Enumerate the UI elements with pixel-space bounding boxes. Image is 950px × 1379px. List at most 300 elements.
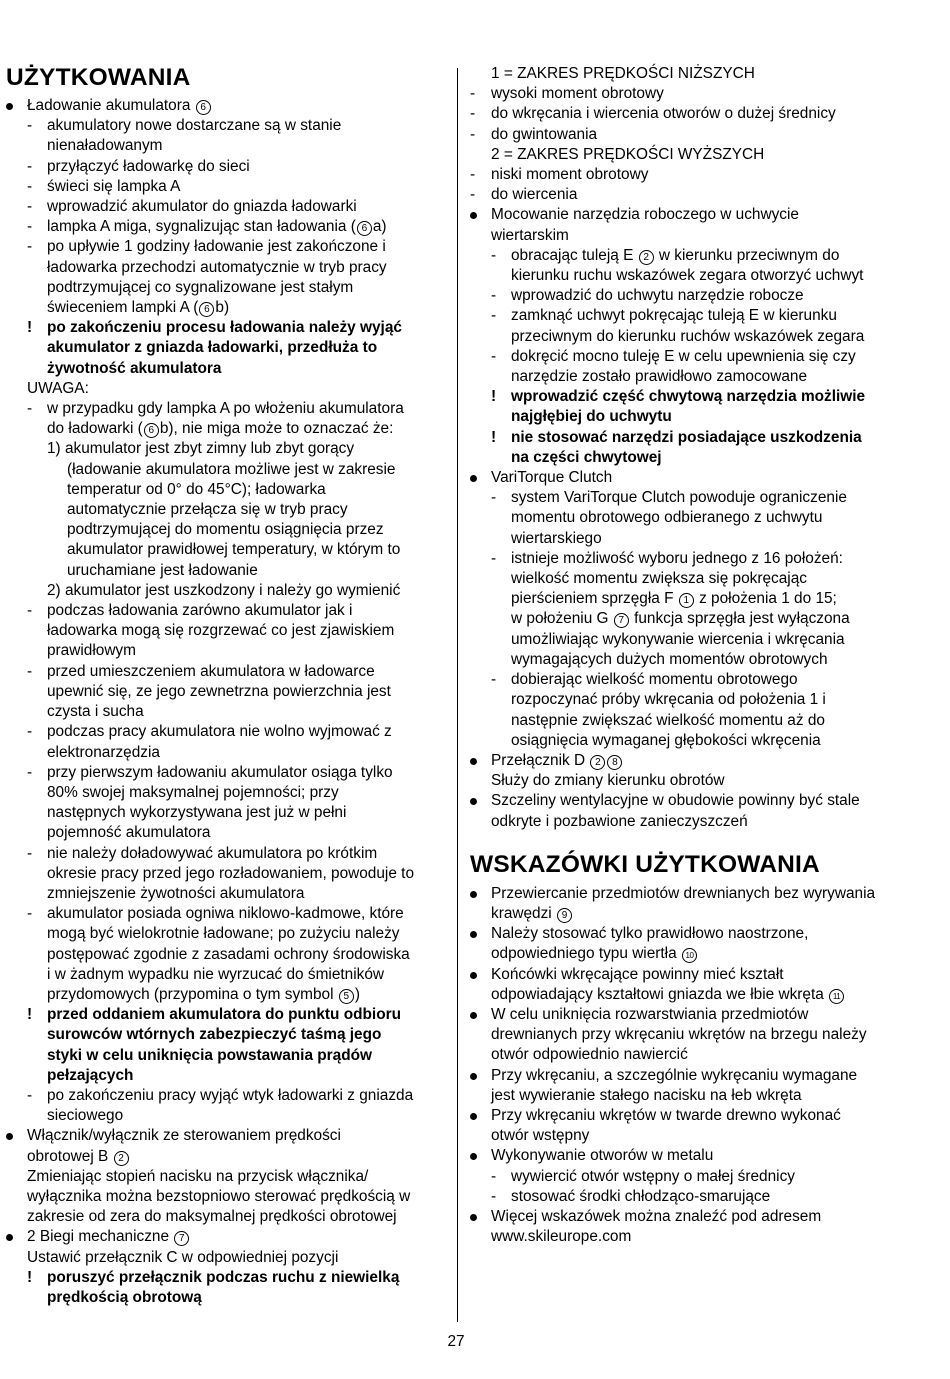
text-line	[470, 944, 910, 964]
line-text: przed umieszczeniem akumulatora w ładowarce	[47, 662, 375, 680]
bullet-icon	[470, 931, 477, 938]
line-text: otwór odpowiednio nawiercić	[491, 1046, 688, 1064]
line-text: Należy stosować tylko prawidłowo naostrzone,	[491, 925, 809, 943]
line-text: Zmieniając stopień nacisku na przycisk włącznika/	[27, 1167, 369, 1185]
line-text: 1 = ZAKRES PRĘDKOŚCI NIŻSZYCH	[491, 65, 755, 82]
text-line	[470, 1106, 910, 1126]
text-line	[470, 812, 910, 832]
text-line	[470, 650, 910, 670]
bullet-icon	[470, 798, 477, 805]
text-line	[470, 306, 910, 326]
line-text: narzędzie zostało prawidłowo zamocowane	[511, 368, 807, 386]
line-text-after: a)	[372, 218, 387, 236]
figure-reference-number: 5	[339, 989, 354, 1004]
dash-marker: -	[27, 723, 33, 741]
line-text: surowców wtórnych zabezpieczyć taśmą jego	[47, 1026, 382, 1044]
line-text: wprowadzić akumulator do gniazda ładowarki	[47, 198, 357, 216]
line-text: prędkością obrotową	[47, 1288, 202, 1306]
line-text: wiertarskiego	[511, 529, 602, 547]
line-text: krawędzi	[491, 904, 557, 922]
text-line	[6, 1207, 446, 1227]
text-line	[6, 439, 446, 459]
dash-marker: -	[470, 85, 476, 103]
line-text: następnie zwiększać wielkość momentu aż do	[511, 711, 825, 729]
warning-text-line	[470, 387, 910, 407]
text-line	[470, 630, 910, 650]
text-line	[6, 844, 446, 864]
line-text: wymagających dużych momentów obrotowych	[511, 650, 828, 668]
dash-marker: -	[491, 307, 497, 325]
line-text: Szczeliny wentylacyjne w obudowie powinny być stale	[491, 792, 860, 810]
text-line	[6, 581, 446, 601]
figure-reference-number: 6	[144, 423, 159, 438]
dash-marker: -	[491, 287, 497, 305]
line-text-after: w kierunku przeciwnym do	[654, 246, 840, 264]
text-line	[470, 751, 910, 771]
line-text: Ustawić przełącznik C w odpowiedniej pozycji	[27, 1248, 339, 1266]
warning-text-line	[6, 1066, 446, 1086]
right-column	[470, 64, 910, 1247]
text-line	[6, 177, 446, 197]
section-heading-usage: UŻYTKOWANIA	[6, 64, 191, 91]
text-line	[6, 1187, 446, 1207]
line-text: Więcej wskazówek można znaleźć pod adresem	[491, 1207, 822, 1225]
warning-icon: !	[27, 1006, 33, 1024]
text-line	[470, 145, 910, 165]
warning-text-line	[6, 1025, 446, 1045]
text-line	[6, 237, 446, 257]
text-line	[6, 419, 446, 439]
figure-reference-number: 6	[199, 302, 214, 317]
line-text: wiertarskim	[491, 226, 569, 244]
dash-marker: -	[27, 602, 33, 620]
line-text: obracając tuleją E	[511, 246, 638, 264]
line-text: wielkość momentu zwiększa się pokręcając	[511, 570, 807, 588]
text-line	[6, 298, 446, 318]
text-line	[470, 1167, 910, 1187]
line-text: czysta i sucha	[47, 703, 144, 721]
figure-reference-number: 11	[829, 989, 844, 1004]
dash-marker: -	[27, 238, 33, 256]
text-line	[470, 731, 910, 751]
line-text: wywiercić otwór wstępny o małej średnicy	[511, 1167, 795, 1185]
dash-marker: -	[491, 347, 497, 365]
text-line	[6, 1086, 446, 1106]
text-line	[470, 904, 910, 924]
line-text: wprowadzić do uchwytu narzędzie robocze	[511, 287, 804, 305]
line-text: lampka A miga, sygnalizując stan ładowania (	[47, 218, 356, 236]
line-text: akumulator posiada ogniwa niklowo-kadmowe, które	[47, 905, 404, 923]
line-text: VariTorque Clutch	[491, 469, 613, 487]
line-text: Ładowanie akumulatora	[27, 97, 195, 114]
text-line	[470, 965, 910, 985]
bullet-icon	[470, 1073, 477, 1080]
text-line	[470, 327, 910, 347]
bullet-icon	[470, 475, 477, 482]
bullet-icon	[470, 891, 477, 898]
left-text-block	[6, 96, 446, 1308]
text-line	[470, 1146, 910, 1166]
text-line	[6, 985, 446, 1005]
text-line	[6, 520, 446, 540]
line-text: 2 Biegi mechaniczne	[27, 1228, 174, 1246]
text-line	[6, 379, 446, 399]
dash-marker: -	[27, 198, 33, 216]
text-line	[470, 84, 910, 104]
line-text: nienaładowanym	[47, 137, 163, 155]
line-text: 2 = ZAKRES PRĘDKOŚCI WYŻSZYCH	[491, 145, 765, 163]
bullet-icon	[470, 1214, 477, 1221]
text-line	[6, 743, 446, 763]
line-text: uruchamiane jest ładowanie	[67, 561, 258, 579]
text-line	[470, 791, 910, 811]
line-text: (ładowanie akumulatora możliwe jest w zakresie	[67, 460, 396, 478]
dash-marker: -	[27, 157, 33, 175]
dash-marker: -	[27, 218, 33, 236]
dash-marker: -	[27, 844, 33, 862]
line-text: 1) akumulator jest zbyt zimny lub zbyt gorący	[47, 440, 355, 458]
warning-text-line	[6, 1046, 446, 1066]
line-text: wprowadzić część chwytową narzędzia możliwie	[511, 388, 866, 406]
line-text: Wykonywanie otworów w metalu	[491, 1147, 714, 1165]
right-text-block	[470, 64, 910, 832]
text-line	[6, 399, 446, 419]
text-line	[6, 157, 446, 177]
text-line	[6, 480, 446, 500]
figure-reference-number: 7	[614, 613, 629, 628]
line-text: stosować środki chłodząco-smarujące	[511, 1187, 771, 1205]
warning-text-line	[470, 407, 910, 427]
figure-reference-number: 9	[557, 908, 572, 923]
line-text: żywotność akumulatora	[47, 359, 222, 377]
line-text: Służy do zmiany kierunku obrotów	[491, 772, 725, 790]
line-text: dobierając wielkość momentu obrotowego	[511, 671, 798, 689]
text-line	[470, 347, 910, 367]
warning-text-line	[470, 428, 910, 448]
line-text: pojemność akumulatora	[47, 824, 211, 842]
text-line	[470, 205, 910, 225]
line-text: otwór wstępny	[491, 1127, 590, 1145]
dash-marker: -	[470, 166, 476, 184]
text-line	[6, 823, 446, 843]
line-text: świeceniem lampki A (	[47, 299, 199, 317]
line-text: do wiercenia	[491, 186, 578, 204]
dash-marker: -	[491, 671, 497, 689]
text-line	[470, 985, 910, 1005]
page-number: 27	[447, 1333, 465, 1350]
text-line	[6, 904, 446, 924]
text-line	[470, 1126, 910, 1146]
text-line	[470, 165, 910, 185]
line-text: Przełącznik D	[491, 751, 590, 769]
line-text: na części chwytowej	[511, 448, 662, 466]
line-text: system VariTorque Clutch powoduje ograniczenie	[511, 489, 847, 507]
line-text: nie stosować narzędzi posiadające uszkodzenia	[511, 428, 862, 446]
text-line	[470, 771, 910, 791]
line-text: prawidłowym	[47, 642, 136, 660]
line-text: podtrzymującej co sygnalizowane jest stałym	[47, 278, 354, 296]
line-text: UWAGA:	[27, 379, 89, 397]
dash-marker: -	[491, 1187, 497, 1205]
figure-reference-number: 6	[357, 221, 372, 236]
text-line	[6, 702, 446, 722]
text-line	[470, 1066, 910, 1086]
bullet-icon	[470, 212, 477, 219]
line-text: przy pierwszym ładowaniu akumulator osiąga tylko	[47, 763, 393, 781]
text-line	[470, 1025, 910, 1045]
text-line	[6, 460, 446, 480]
line-text: po zakończeniu pracy wyjąć wtyk ładowarki z gniazda	[47, 1086, 414, 1104]
text-line	[470, 1187, 910, 1207]
line-text: drewnianych przy wkręcaniu wkrętów na brzegu należy	[491, 1026, 867, 1044]
text-line	[6, 601, 446, 621]
text-line	[470, 589, 910, 609]
bullet-icon	[6, 103, 13, 110]
warning-text-line	[6, 338, 446, 358]
text-line	[470, 64, 910, 84]
text-line	[6, 500, 446, 520]
figure-reference-number: 2	[590, 755, 605, 770]
bullet-icon	[470, 1012, 477, 1019]
line-text-after: b)	[215, 299, 230, 317]
line-text: zamknąć uchwyt pokręcając tuleją E w kierunku	[511, 307, 837, 325]
dash-marker: -	[491, 1167, 497, 1185]
line-text: Przy wkręcaniu wkrętów w twarde drewno wykonać	[491, 1106, 841, 1124]
line-text: dokręcić mocno tuleję E w celu upewnienia się czy	[511, 347, 856, 365]
dash-marker: -	[27, 400, 33, 418]
line-text: automatycznie przełącza się w tryb pracy	[67, 501, 348, 519]
line-text: Przewiercanie przedmiotów drewnianych bez wyrywania	[491, 884, 876, 902]
line-text: Przy wkręcaniu, a szczególnie wykręcaniu wymagane	[491, 1066, 858, 1084]
text-line	[6, 1126, 446, 1146]
line-text: najgłębiej do uchwytu	[511, 408, 672, 426]
line-text: elektronarzędzia	[47, 743, 160, 761]
text-line	[6, 278, 446, 298]
text-line	[470, 185, 910, 205]
line-text: Mocowanie narzędzia roboczego w uchwycie	[491, 206, 799, 224]
line-text: do ładowarki (	[47, 420, 143, 438]
text-line	[470, 1207, 910, 1227]
text-line	[470, 367, 910, 387]
figure-reference-number: 7	[174, 1231, 189, 1246]
line-text: odkryte i pozbawione zanieczyszczeń	[491, 812, 748, 830]
figure-reference-number: 8	[607, 755, 622, 770]
bullet-icon	[6, 1234, 13, 1241]
text-line	[6, 924, 446, 944]
text-line	[470, 125, 910, 145]
line-text: obrotowej B	[27, 1147, 113, 1165]
line-text: przeciwnym do kierunku ruchów wskazówek zegara	[511, 327, 865, 345]
dash-marker: -	[27, 763, 33, 781]
line-text: wyłącznika można bezstopniowo sterować prędkością w	[27, 1187, 411, 1205]
line-text: następnych wykorzystywana jest już w pełni	[47, 804, 347, 822]
line-text: niski moment obrotowy	[491, 166, 649, 184]
text-line	[470, 226, 910, 246]
warning-text-line	[470, 448, 910, 468]
text-line	[6, 864, 446, 884]
line-text: podtrzymującej do momentu osiągnięcia przez	[67, 521, 384, 539]
dash-marker: -	[470, 125, 476, 143]
line-text: pełzających	[47, 1066, 134, 1084]
line-text: postępować zgodnie z zasadami ochrony środowiska	[47, 945, 410, 963]
text-line	[6, 884, 446, 904]
text-line	[470, 468, 910, 488]
text-line	[6, 540, 446, 560]
line-text: W celu uniknięcia rozwarstwiania przedmiotów	[491, 1005, 809, 1023]
text-line	[6, 258, 446, 278]
line-text-after: )	[354, 985, 360, 1003]
bullet-icon	[470, 1153, 477, 1160]
text-line	[6, 763, 446, 783]
line-text: umożliwiając wykonywanie wiercenia i wkręcania	[511, 630, 845, 648]
left-column	[6, 64, 446, 1308]
bullet-icon	[470, 1113, 477, 1120]
line-text: w położeniu G	[511, 610, 613, 628]
line-text: upewnić się, ze jego zewnetrzna powierzchnia jest	[47, 682, 391, 700]
line-text-after: z położenia 1 do 15;	[694, 590, 837, 608]
line-text: ładowarka przechodzi automatycznie w tryb pracy	[47, 258, 387, 276]
dash-marker: -	[27, 905, 33, 923]
warning-text-line	[6, 318, 446, 338]
column-divider	[457, 68, 458, 1322]
line-text: www.skileurope.com	[491, 1228, 632, 1246]
line-text: pierścieniem sprzęgła F	[511, 590, 678, 608]
line-text-after: funkcja sprzęgła jest wyłączona	[629, 610, 850, 628]
line-text: Włącznik/wyłącznik ze sterowaniem prędkości	[27, 1127, 341, 1145]
figure-reference-number: 10	[682, 948, 697, 963]
warning-text-line	[6, 359, 446, 379]
text-line	[6, 561, 446, 581]
line-text: 2) akumulator jest uszkodzony i należy go wymienić	[47, 581, 401, 599]
text-line	[470, 246, 910, 266]
text-line	[6, 217, 446, 237]
line-text: i w żadnym wypadku nie wyrzucać do śmietników	[47, 965, 385, 983]
warning-icon: !	[27, 319, 33, 337]
dash-marker: -	[491, 246, 497, 264]
line-text: styki w celu uniknięcia powstawania prądów	[47, 1046, 373, 1064]
line-text: w przypadku gdy lampka A po włożeniu akumulatora	[47, 400, 404, 418]
text-line	[470, 529, 910, 549]
line-text: wysoki moment obrotowy	[491, 85, 664, 103]
text-line	[470, 1227, 910, 1247]
line-text: akumulator z gniazda ładowarki, przedłuża to	[47, 339, 378, 357]
text-line	[6, 662, 446, 682]
text-line	[470, 569, 910, 589]
text-line	[6, 1147, 446, 1167]
figure-reference-number: 1	[679, 593, 694, 608]
text-line	[470, 1086, 910, 1106]
text-line	[6, 1106, 446, 1126]
line-text: przed oddaniem akumulatora do punktu odbioru	[47, 1006, 401, 1024]
line-text: ładowarka mogą się rozgrzewać co jest zjawiskiem	[47, 622, 395, 640]
line-text: do gwintowania	[491, 125, 598, 143]
line-text: do wkręcania i wiercenia otworów o dużej średnicy	[491, 105, 836, 123]
line-text: nie należy doładowywać akumulatora po krótkim	[47, 844, 378, 862]
warning-icon: !	[491, 428, 497, 446]
text-line	[470, 1045, 910, 1065]
text-line	[6, 783, 446, 803]
warning-text-line	[6, 1268, 446, 1288]
text-line	[470, 924, 910, 944]
line-text: zmniejszenie żywotności akumulatora	[47, 884, 305, 902]
line-text: podczas pracy akumulatora nie wolno wyjmować z	[47, 723, 392, 741]
bullet-icon	[6, 1133, 13, 1140]
text-line	[470, 711, 910, 731]
text-line	[470, 549, 910, 569]
text-line	[6, 1227, 446, 1247]
text-line	[6, 621, 446, 641]
text-line	[470, 884, 910, 904]
line-text: akumulator prawidłowej temperatury, w którym to	[67, 541, 401, 559]
line-text: temperatur od 0° do 45°C); ładowarka	[67, 480, 326, 498]
figure-reference-number: 2	[114, 1151, 129, 1166]
line-text: podczas ładowania zarówno akumulator jak i	[47, 602, 353, 620]
text-line	[470, 104, 910, 124]
text-line	[470, 266, 910, 286]
line-text: rozpoczynać próby wkręcania od położenia 1 i	[511, 691, 826, 709]
text-line	[6, 96, 446, 116]
bullet-icon	[470, 758, 477, 765]
text-line	[6, 945, 446, 965]
dash-marker: -	[470, 105, 476, 123]
line-text: odpowiedniego typu wiertła	[491, 945, 681, 963]
text-line	[470, 488, 910, 508]
text-line	[6, 116, 446, 136]
section-heading-usage-tips: WSKAZÓWKI UŻYTKOWANIA	[470, 850, 820, 878]
line-text: zakresie od zera do maksymalnej prędkości obrotowej	[27, 1208, 397, 1226]
dash-marker: -	[491, 549, 497, 567]
line-text: przyłączyć ładowarkę do sieci	[47, 157, 250, 175]
line-text: kierunku ruchu wskazówek zegara otworzyć uchwyt	[511, 267, 864, 285]
line-text-after: b), nie miga może to oznaczać że:	[159, 420, 394, 438]
text-line	[6, 682, 446, 702]
text-line	[6, 197, 446, 217]
usage-tips-block	[470, 884, 910, 1248]
text-line	[6, 722, 446, 742]
text-line	[6, 965, 446, 985]
bullet-icon	[470, 972, 477, 979]
dash-marker: -	[470, 186, 476, 204]
line-text: okresie pracy przed jego rozładowaniem, powoduje to	[47, 864, 415, 882]
line-text: jest wywieranie stałego nacisku na łeb wkręta	[491, 1086, 802, 1104]
line-text: odpowiadający kształtowi gniazda we łbie wkręta	[491, 985, 829, 1003]
figure-reference-number: 6	[196, 100, 211, 115]
dash-marker: -	[27, 1086, 33, 1104]
warning-icon: !	[491, 388, 497, 406]
text-line	[470, 286, 910, 306]
text-line	[6, 641, 446, 661]
text-line	[470, 1005, 910, 1025]
line-text: mogą być wielokrotnie ładowane; po zużyciu należy	[47, 925, 400, 943]
text-line	[6, 803, 446, 823]
text-line	[470, 609, 910, 629]
text-line	[6, 1167, 446, 1187]
dash-marker: -	[27, 117, 33, 135]
dash-marker: -	[491, 489, 497, 507]
text-line	[6, 1248, 446, 1268]
line-text: sieciowego	[47, 1107, 124, 1125]
line-text: 80% swojej maksymalnej pojemności; przy	[47, 783, 339, 801]
dash-marker: -	[27, 177, 33, 195]
line-text: istnieje możliwość wyboru jednego z 16 położeń:	[511, 549, 843, 567]
warning-text-line	[6, 1288, 446, 1308]
line-text: świeci się lampka A	[47, 177, 181, 195]
text-line	[470, 508, 910, 528]
line-text: osiągnięcia wymaganej głębokości wkręcenia	[511, 731, 821, 749]
warning-icon: !	[27, 1268, 33, 1286]
line-text: poruszyć przełącznik podczas ruchu z niewielką	[47, 1268, 400, 1286]
figure-reference-number: 2	[639, 250, 654, 265]
